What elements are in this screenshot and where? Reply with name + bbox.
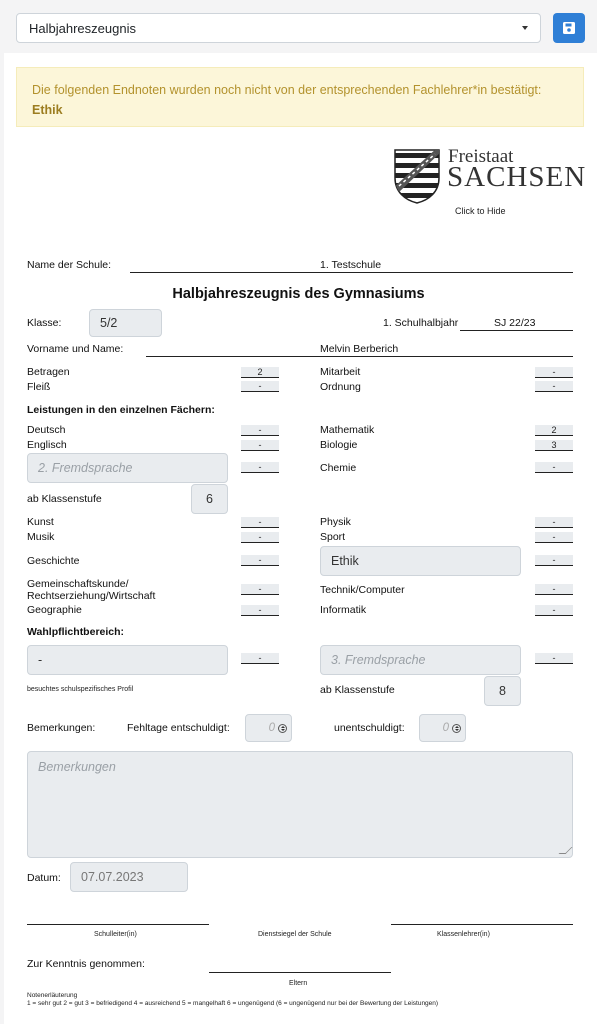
alert-subjects: Ethik (32, 103, 63, 117)
wahlpflicht-heading: Wahlpflichtbereich: (27, 626, 125, 638)
fremdsprache3-ab-label: ab Klassenstufe (320, 684, 395, 696)
fremdsprache3-placeholder: 3. Fremdsprache (331, 653, 426, 667)
fremdsprache2-placeholder: 2. Fremdsprache (38, 461, 133, 475)
unentschuldigt-label: unentschuldigt: (334, 722, 405, 734)
certificate-type-select[interactable] (16, 13, 541, 43)
datum-label: Datum: (27, 872, 61, 884)
student-name-line (146, 356, 573, 357)
wahlpflicht-value: - (38, 653, 43, 667)
fremdsprache3-ab-value: 8 (499, 684, 506, 698)
datum-value: 07.07.2023 (81, 870, 144, 884)
ab-klassenstufe-value: 6 (206, 492, 213, 506)
halbjahr-line (460, 330, 573, 331)
subjects-heading: Leistungen in den einzelnen Fächern: (27, 404, 215, 416)
school-line (130, 272, 573, 273)
click-to-hide-link[interactable]: Click to Hide (455, 206, 506, 216)
geschichte-label: Geschichte (27, 555, 80, 567)
englisch-label: Englisch (27, 439, 67, 451)
ethik-grade[interactable]: - (535, 555, 573, 566)
klassenlehrer-line (391, 924, 573, 925)
fehltage-stepper[interactable] (245, 714, 292, 742)
geschichte-grade[interactable]: - (241, 555, 279, 566)
stepper-arrows-icon[interactable] (278, 724, 287, 733)
logo-sachsen: SACHSEN (447, 161, 587, 193)
logo-freistaat: Freistaat (448, 146, 514, 167)
legend-text: 1 = sehr gut 2 = gut 3 = befriedigend 4 = ausreichend 5 = mangelhaft 6 = ungenügend (6 = ungenügend nur bei der Bewertung der Leistungen) (27, 1000, 439, 1007)
schulleiter-label: Schulleiter(in) (94, 931, 137, 938)
klasse-label: Klasse: (27, 317, 62, 329)
englisch-grade[interactable]: - (241, 440, 279, 451)
student-name-label: Vorname und Name: (27, 343, 124, 355)
technik-label: Technik/Computer (320, 584, 405, 596)
halbjahr-label: 1. Schulhalbjahr (383, 317, 459, 329)
save-button[interactable] (553, 13, 585, 43)
fleiss-grade[interactable]: - (241, 381, 279, 392)
fremdsprache3-ab-field[interactable] (484, 676, 521, 706)
musik-label: Musik (27, 531, 55, 543)
bemerkungen-textarea[interactable] (27, 751, 573, 858)
resize-handle-icon[interactable] (559, 847, 573, 854)
schulleiter-line (27, 924, 209, 925)
biologie-grade[interactable]: 3 (535, 440, 573, 451)
ab-klassenstufe-label: ab Klassenstufe (27, 493, 102, 505)
klassenlehrer-label: Klassenlehrer(in) (437, 931, 490, 938)
technik-grade[interactable]: - (535, 584, 573, 595)
mitarbeit-grade[interactable]: - (535, 367, 573, 378)
deutsch-label: Deutsch (27, 424, 66, 436)
school-label: Name der Schule: (27, 259, 112, 271)
fremdsprache3-grade[interactable]: - (535, 653, 573, 664)
eltern-line (209, 972, 391, 973)
geographie-label: Geographie (27, 604, 82, 616)
chemie-grade[interactable]: - (535, 462, 573, 473)
fehltage-label: Fehltage entschuldigt: (127, 722, 230, 734)
gemeinschaftskunde-grade[interactable]: - (241, 584, 279, 595)
wahlpflicht-field[interactable] (27, 645, 228, 675)
gemeinschaftskunde-label-2: Rechtserziehung/Wirtschaft (27, 590, 156, 602)
ordnung-label: Ordnung (320, 381, 361, 393)
informatik-label: Informatik (320, 604, 367, 616)
student-name-value: Melvin Berberich (320, 343, 399, 355)
informatik-grade[interactable]: - (535, 605, 573, 616)
fehltage-value: 0 (268, 722, 275, 734)
legend-title: Notenerläuterung (27, 992, 78, 999)
chevron-down-icon (522, 26, 528, 30)
unentschuldigt-value: 0 (442, 722, 449, 734)
coat-of-arms-icon (393, 148, 441, 204)
ethik-field[interactable] (320, 546, 521, 576)
geographie-grade[interactable]: - (241, 605, 279, 616)
unentschuldigt-stepper[interactable] (419, 714, 466, 742)
betragen-grade[interactable]: 2 (241, 367, 279, 378)
wahlpflicht-grade[interactable]: - (241, 653, 279, 664)
mathematik-grade[interactable]: 2 (535, 425, 573, 436)
halbjahr-value: SJ 22/23 (494, 317, 536, 329)
datum-field[interactable] (70, 862, 188, 892)
eltern-label: Eltern (289, 980, 308, 987)
fremdsprache2-field[interactable] (27, 453, 228, 483)
musik-grade[interactable]: - (241, 532, 279, 543)
kunst-label: Kunst (27, 516, 54, 528)
fleiss-label: Fleiß (27, 381, 51, 393)
mitarbeit-label: Mitarbeit (320, 366, 361, 378)
bemerkungen-label: Bemerkungen: (27, 722, 96, 734)
unconfirmed-grades-alert (16, 67, 584, 127)
betragen-label: Betragen (27, 366, 70, 378)
klasse-field[interactable] (89, 309, 162, 337)
kenntnis-label: Zur Kenntnis genommen: (27, 958, 145, 970)
profil-label: besuchtes schulspezifisches Profil (27, 686, 134, 693)
mathematik-label: Mathematik (320, 424, 375, 436)
klasse-value: 5/2 (100, 316, 118, 330)
siegel-label: Dienstsiegel der Schule (258, 931, 332, 938)
sachsen-logo[interactable] (393, 146, 587, 206)
physik-label: Physik (320, 516, 351, 528)
stepper-arrows-icon[interactable] (452, 724, 461, 733)
sport-grade[interactable]: - (535, 532, 573, 543)
ab-klassenstufe-field[interactable] (191, 484, 228, 514)
save-icon (562, 21, 576, 35)
gemeinschaftskunde-label-1: Gemeinschaftskunde/ (27, 578, 129, 590)
alert-text: Die folgenden Endnoten wurden noch nicht von der entsprechenden Fachlehrer*in bestätigt: (32, 83, 542, 97)
sport-label: Sport (320, 531, 346, 543)
biologie-label: Biologie (320, 439, 358, 451)
fremdsprache3-field[interactable] (320, 645, 521, 675)
certificate-type-value: Halbjahreszeugnis (29, 21, 136, 36)
kunst-grade[interactable]: - (241, 517, 279, 528)
physik-grade[interactable]: - (535, 517, 573, 528)
ordnung-grade[interactable]: - (535, 381, 573, 392)
bemerkungen-placeholder: Bemerkungen (38, 760, 116, 774)
page-title: Halbjahreszeugnis des Gymnasiums (172, 286, 425, 302)
chemie-label: Chemie (320, 462, 357, 474)
deutsch-grade[interactable]: - (241, 425, 279, 436)
fremdsprache2-grade[interactable]: - (241, 462, 279, 473)
school-value: 1. Testschule (320, 259, 382, 271)
ethik-value: Ethik (331, 554, 359, 568)
